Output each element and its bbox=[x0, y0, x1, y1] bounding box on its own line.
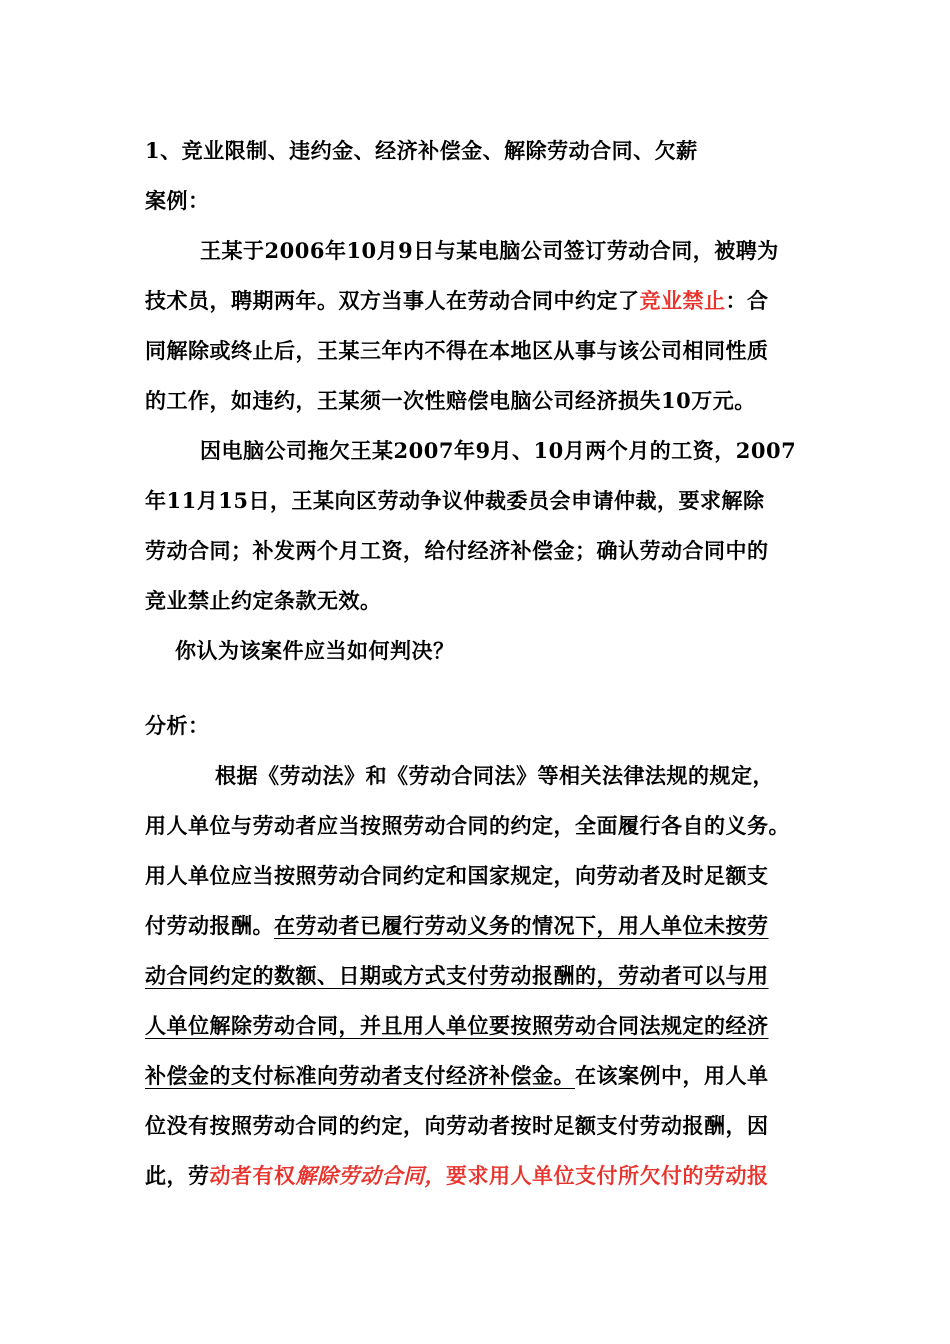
analysis-line: 补偿金的支付标准向劳动者支付经济补偿金。在该案例中，用人单 bbox=[145, 1063, 769, 1088]
underlined-text: 补偿金的支付标准向劳动者支付经济补偿金。 bbox=[145, 1063, 575, 1088]
section-heading: 1、竞业限制、违约金、经济补偿金、解除劳动合同、欠薪 bbox=[145, 138, 698, 163]
analysis-line: 付劳动报酬。在劳动者已履行劳动义务的情况下，用人单位未按劳 bbox=[145, 913, 769, 938]
analysis-line: 根据《劳动法》和《劳动合同法》等相关法律法规的规定， bbox=[215, 763, 774, 788]
case-label: 案例： bbox=[145, 188, 210, 213]
case-paragraph-line: 因电脑公司拖欠王某2007年9月、10月两个月的工资，2007 bbox=[200, 438, 797, 463]
analysis-line: 位没有按照劳动合同的约定，向劳动者按时足额支付劳动报酬，因 bbox=[145, 1113, 769, 1138]
analysis-label: 分析： bbox=[145, 713, 210, 738]
analysis-line-underlined: 动合同约定的数额、日期或方式支付劳动报酬的，劳动者可以与用 bbox=[145, 963, 769, 988]
question: 你认为该案件应当如何判决？ bbox=[175, 638, 455, 663]
underlined-text: 在劳动者已履行劳动义务的情况下，用人单位未按劳 bbox=[274, 913, 769, 938]
analysis-line: 此，劳动者有权解除劳动合同，要求用人单位支付所欠付的劳动报 bbox=[145, 1163, 769, 1188]
case-paragraph-line: 年11月15日，王某向区劳动争议仲裁委员会申请仲裁，要求解除 bbox=[145, 488, 765, 513]
case-paragraph-line: 技术员，聘期两年。双方当事人在劳动合同中约定了竞业禁止：合 bbox=[145, 288, 769, 313]
case-paragraph-line: 劳动合同；补发两个月工资，给付经济补偿金；确认劳动合同中的 bbox=[145, 538, 769, 563]
highlight-noncompete: 竞业禁止 bbox=[639, 288, 726, 313]
case-paragraph-line: 的工作，如违约，王某须一次性赔偿电脑公司经济损失10万元。 bbox=[145, 388, 756, 413]
case-paragraph-line: 王某于2006年10月9日与某电脑公司签订劳动合同，被聘为 bbox=[200, 238, 779, 263]
highlight-red-text: 要求用人单位支付所欠付的劳动报 bbox=[446, 1163, 769, 1188]
analysis-line-underlined: 人单位解除劳动合同，并且用人单位要按照劳动合同法规定的经济 bbox=[145, 1013, 769, 1038]
case-paragraph-line: 同解除或终止后，王某三年内不得在本地区从事与该公司相同性质 bbox=[145, 338, 769, 363]
case-paragraph-line: 竞业禁止约定条款无效。 bbox=[145, 588, 382, 613]
analysis-line: 用人单位与劳动者应当按照劳动合同的约定，全面履行各自的义务。 bbox=[145, 813, 790, 838]
highlight-red-text: 动者有权 bbox=[209, 1163, 296, 1188]
highlight-red-italic-text: 解除劳动合同， bbox=[295, 1163, 446, 1188]
analysis-line: 用人单位应当按照劳动合同约定和国家规定，向劳动者及时足额支 bbox=[145, 863, 769, 888]
